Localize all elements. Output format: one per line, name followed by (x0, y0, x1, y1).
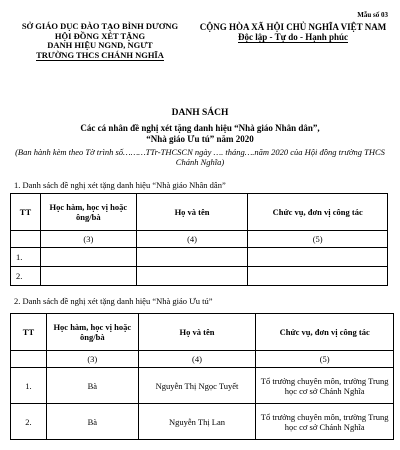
header-tt: TT (11, 314, 47, 351)
table-row (11, 404, 394, 440)
agency-line-2: HỘI ĐỒNG XÉT TẶNG (54, 30, 146, 41)
table-header-row (11, 194, 388, 231)
col-number: (4) (136, 231, 248, 248)
document-title: DANH SÁCH (171, 108, 229, 118)
subtitle-line-2: “Nhà giáo Ưu tú” năm 2020 (146, 134, 254, 144)
col-number: (3) (40, 231, 136, 248)
cell-position: Tổ trưởng chuyên môn, trường Trung học cơ sở Chánh Nghĩa (256, 368, 394, 404)
national-motto-header (193, 22, 393, 43)
header-position: Chức vụ, đơn vị công tác (256, 314, 394, 351)
header-title: Học hàm, học vị hoặc ông/bà (40, 194, 136, 231)
header-name: Họ và tên (136, 194, 248, 231)
header-name: Họ và tên (138, 314, 256, 351)
cell-position (248, 267, 388, 286)
section-1-label: 1. Danh sách đề nghị xét tặng danh hiệu “Nhà giáo Nhân dân” (14, 180, 226, 190)
form-number: Mẫu số 03 (357, 11, 388, 19)
excellent-teacher-table (10, 313, 394, 440)
header-position: Chức vụ, đơn vị công tác (248, 194, 388, 231)
agency-line-3: DANH HIỆU NGND, NGƯT (47, 40, 153, 50)
section-2-label: 2. Danh sách đề nghị xét tặng danh hiệu “Nhà giáo Ưu tú” (14, 296, 213, 306)
country-name: CỘNG HÒA XÃ HỘI CHỦ NGHĨA VIỆT NAM (199, 22, 387, 32)
cell-name: Nguyễn Thị Ngọc Tuyết (138, 368, 256, 404)
col-number: (5) (256, 351, 394, 368)
document-subtitle (0, 123, 400, 145)
col-number: (3) (46, 351, 138, 368)
motto: Độc lập - Tự do - Hạnh phúc (237, 32, 348, 42)
table-row (11, 267, 388, 286)
cell-tt: 1. (11, 248, 41, 267)
agency-line-1: SỞ GIÁO DỤC ĐÀO TẠO BÌNH DƯƠNG (21, 21, 179, 31)
col-number: (4) (138, 351, 256, 368)
cell-title (40, 267, 136, 286)
col-number: (5) (248, 231, 388, 248)
table-row (11, 248, 388, 267)
subtitle-line-1: Các cá nhân đề nghị xét tặng danh hiệu “Nhà giáo Nhân dân”, (80, 123, 320, 133)
cell-empty (11, 231, 41, 248)
header-tt: TT (11, 194, 41, 231)
issued-note: (Ban hành kèm theo Tờ trình số………TTr-THCSCN ngày …. tháng….năm 2020 của Hội đồng trường THCS Chánh Nghĩa) (15, 147, 385, 167)
column-number-row (11, 351, 394, 368)
cell-tt: 1. (11, 368, 47, 404)
cell-title: Bà (46, 368, 138, 404)
issuing-agency-header (10, 22, 190, 61)
agency-line-4: TRƯỜNG THCS CHÁNH NGHĨA (36, 49, 164, 60)
column-number-row (11, 231, 388, 248)
table-header-row (11, 314, 394, 351)
cell-name (136, 248, 248, 267)
cell-name: Nguyễn Thị Lan (138, 404, 256, 440)
cell-tt: 2. (11, 404, 47, 440)
cell-name (136, 267, 248, 286)
cell-title (40, 248, 136, 267)
people-teacher-table (10, 193, 388, 286)
cell-empty (11, 351, 47, 368)
table-row (11, 368, 394, 404)
header-title: Học hàm, học vị hoặc ông/bà (46, 314, 138, 351)
cell-title: Bà (46, 404, 138, 440)
cell-position: Tổ trưởng chuyên môn, trường Trung học cơ sở Chánh Nghĩa (256, 404, 394, 440)
cell-tt: 2. (11, 267, 41, 286)
cell-position (248, 248, 388, 267)
